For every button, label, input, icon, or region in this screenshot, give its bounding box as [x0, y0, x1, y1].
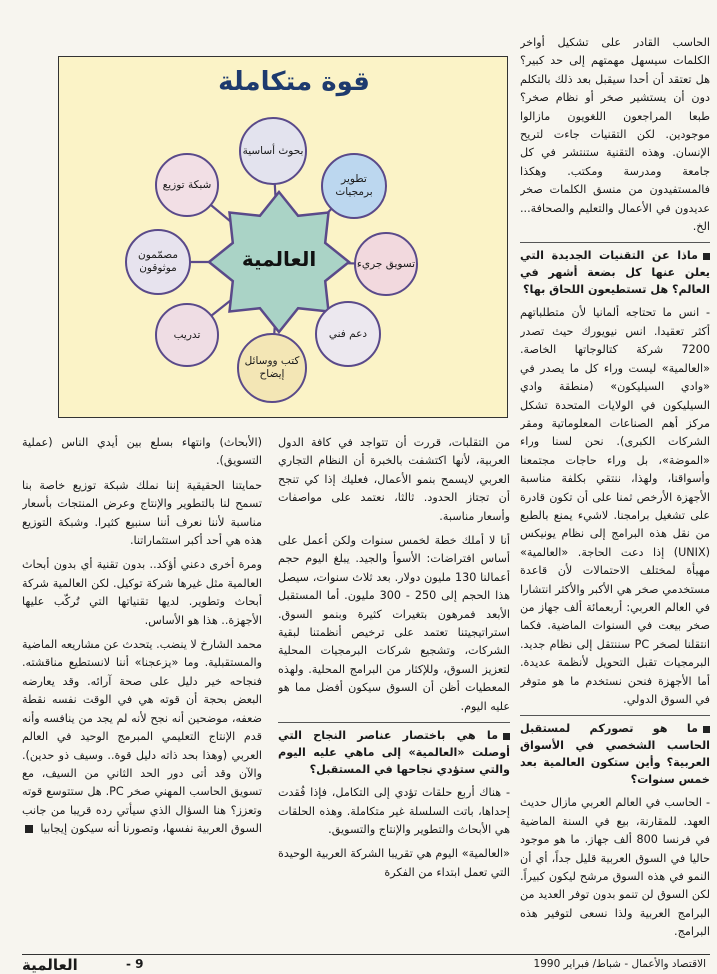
publication-logo: العالمية: [22, 956, 78, 974]
paragraph: - هناك أربع حلقات تؤدي إلى التكامل، فإذا فُقدت إحداها، باتت السلسلة غير متكاملة. وهذه الحلقات هي الأبحاث والتطوير والإنتاج والتسويق.: [278, 786, 510, 836]
interview-question: [520, 242, 710, 298]
final-text: محمد الشارخ لا ينضب. يتحدث عن مشاريعه الماضية والمستقبلية. وما «يزعجنا» أننا لانستطيع مناقشته. فنجاحه خير دليل على صحة آرائه. وقد يعارضه البعض بحجة أن قوته هي في الوقت نفسه نقطة ضعفه، موضحين أنه نجح لأنه لم يجد من ينافسه وأنه قدم الإنتاج التعليمي المبرمج الوحيد في العالم العربي (وهذا بحد ذاته دليل قوة.. وسيف ذو حدين). والآن وقد أتى دور الحد الثاني من السيف، مع تسويق الحاسب المهني صخر PC. هل ستتوسع قوته وتعزز؟ هنا السؤال الذي سيأتي رده قريبا من جانب السوق العربية نفسها، وتصورنا أنه سيكون إيجابيا: [22, 638, 262, 836]
question-text: ما هي باختصار عناصر النجاح التي أوصلت «العالمية» إلى ماهي عليه اليوم والتي ستؤدي نجاحها في المستقبل؟: [278, 729, 510, 777]
node-distribution-label: شبكة توزيع: [162, 178, 212, 191]
paragraph: ومرة أخرى دعني أؤكد.. بدون تقنية أي بدون أبحاث العالمية مثل غيرها شركة توكيل. لكن العالمية شركة أبحاث وتطوير. لديها تقنياتها التي تُركّب عليها الأجهزة.. هذا هو الأساس.: [22, 558, 262, 627]
interview-question: [278, 722, 510, 778]
page-footer: [22, 954, 710, 973]
integrated-power-diagram: [58, 56, 508, 418]
paragraph: - انس ما تحتاجه ألمانيا لأن متطلباتهم أكثر تعقيدا. انس نيويورك حيث تصدر 7200 شركة كتالوجاتها الخاصة. «العالمية» ليست وراء كل ما يصدر في «وادي السيليكون» (منطقة وادي السيليكون في الولايات المتحدة تشكل مركز أهم الصناعات المعلوماتية ومقر الشركات الكبرى). نحن لسنا وراء «الموضة»، بل وراء حاجات مجتمعنا وأسواقنا، ولهذا، ننتقي بكلفة مناسبة الأجهزة الأرخص ثمنا على أن تكون قادرة على تشغيل برامجنا. لاشيء يمنع بالطبع من نقل هذه البرامج إلى نظام يونيكس (UNIX) إذا دعت الحاجة. «العالمية» مهيأة لمختلف الاحتمالات لأن قاعدة مستخدمي صخر هي الأكبر والأكثر انتشارا في العالم العربي: أربعمائة ألف جهاز من صخر بيعت في السنوات الماضية. فكما انتقلنا لصخر PC سننتقل إلى نظام جديد. البرمجيات تقبل التحويل لأنظمة عديدة. أما الأجهزة فنحن نستخدم ما هو متوفر في السوق الدولي.: [520, 306, 710, 706]
node-research: [239, 117, 307, 185]
question-text: ما هو تصوركم لمستقبل الحاسب الشخصي في الأسواق العربية؟ وأين ستكون العالمية بعد خمس سنوات؟: [520, 722, 710, 787]
article-column-right: [520, 34, 710, 942]
paragraph: (الأبحاث) وانتهاء بسلع بين أيدي الناس (عملية التسويق).: [22, 436, 262, 468]
node-research-label: بحوث أساسية: [242, 144, 304, 157]
node-training: [155, 303, 219, 367]
paragraph: الحاسب القادر على تشكيل أواخر الكلمات سيسهل مهمتهم إلى حد كبير؟ هل تعتقد أن أحدا سيقبل بعد ذلك بالتكلم دون أن يستشير صخر أو نظام صخر؟ طبعا المراجعون اللغويون مازالوا موجودين. لكن التقنيات جاءت لتريح الإنسان. وهذه التقنية ستنتشر في كل جامعة ومدرسة ومكتب. وهكذا فالمستفيدون من منسق الكلمات صخر عديدون في الأعمال والتعليم والصحافة... الخ.: [520, 36, 710, 234]
node-marketing: [354, 232, 418, 296]
node-books: [237, 333, 307, 403]
node-engineers: [125, 229, 191, 295]
diagram-title: قوة متكاملة: [218, 67, 370, 97]
article-column-left: [22, 434, 262, 942]
article-column-middle: [278, 434, 510, 942]
paragraph-final: [22, 636, 262, 838]
bullet-square-icon: [503, 733, 510, 740]
question-text: ماذا عن التقنيات الجديدة التي يعلن عنها كل بضعة أشهر في العالم؟ هل تستطيعون اللحاق بها؟: [520, 249, 710, 297]
paragraph: حمايتنا الحقيقية إننا نملك شبكة توزيع خاصة بنا تسمح لنا بالتطوير والإنتاج وعرض المنتجات بأسعار مناسبة لأننا نعرف أننا سنبيع كثيرا. وشبكة التوزيع هذه هي أحد أكبر استثماراتنا.: [22, 478, 262, 548]
paragraph: - الحاسب في العالم العربي مازال حديث العهد. للمقارنة، بيع في السنة الماضية في فرنسا 800 ألف جهاز. ما هو موجود حاليا في السوق العربية قليل جداً، أي أن النمو في هذه السوق مرشح ليكون كبيراً. لكن السوق لن تنمو بدون توفر العديد من البرامج العربية ولذا نسعى لتوفير هذه البرامج.: [520, 796, 710, 939]
node-software: [321, 153, 387, 219]
node-engineers-label: مصمّمون موثوقون: [137, 249, 178, 274]
interview-question: [520, 715, 710, 788]
paragraph: أنا لا أملك خطة لخمس سنوات ولكن أعمل على أساس افتراضات: الأسوأ والجيد. يبلغ اليوم حجم أعمالنا 130 مليون دولار. بعد ثلاث سنوات، سيصل هذا الحجم إلى 250 - 300 مليون. أما المستقبل الأبعد فمرهون بتغيرات كثيرة وبنمو السوق. استراتيجيتنا تعتمد على ترخيص أنظمتنا لبقية الشركات، وتشجيع شركات البرمجيات المحلية لتعزيز السوق، وللإكثار من البرامج المحلية. ولهذه المعطيات أظن أن السوق سيكون أفضل مما هو عليه اليوم.: [278, 534, 510, 713]
page-number: - 9: [126, 957, 144, 971]
node-marketing-label: تسويق جريء: [356, 257, 416, 270]
bullet-square-icon: [703, 253, 710, 260]
node-software-label: تطوير برمجيات: [335, 173, 373, 198]
paragraph: من التقلبات، قررت أن تتواجد في كافة الدول العربية، لأنها اكتشفت بالخبرة أن النظام التجاري العربي لايسمح بنمو الأعمال، فعليك إذا كي تنجح أن تجتاز الحدود. ثالثا، نعتمد على مواصفات وأسعار مناسبة.: [278, 436, 510, 523]
node-support: [315, 301, 381, 367]
node-distribution: [155, 153, 219, 217]
end-mark-icon: [25, 825, 33, 833]
paragraph: «العالمية» اليوم هي تقريبا الشركة العربية الوحيدة التي تعمل ابتداء من الفكرة: [278, 847, 510, 879]
node-support-label: دعم فني: [328, 327, 368, 340]
node-books-label: كتب ووسائل إيضاح: [244, 355, 300, 380]
issue-info: الاقتصاد والأعمال - شباط/ فبراير 1990: [533, 958, 706, 970]
bullet-square-icon: [703, 726, 710, 733]
diagram-center-label: العالمية: [241, 247, 317, 271]
node-training-label: تدريب: [173, 328, 201, 341]
